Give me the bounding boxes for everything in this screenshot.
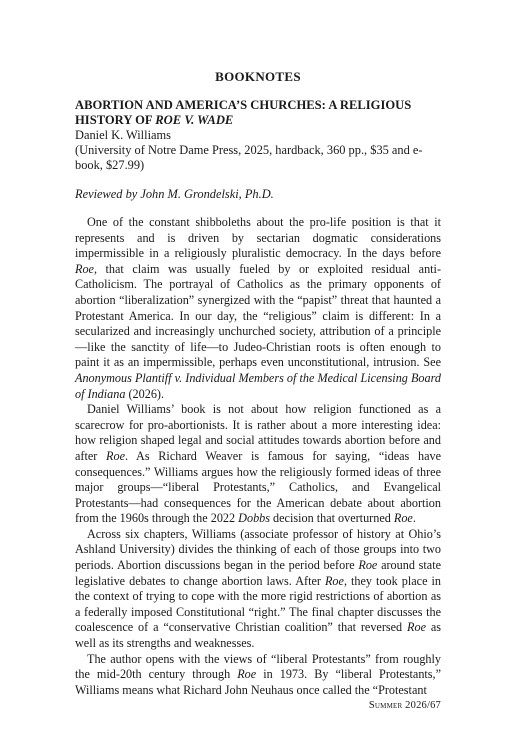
italic-text: Roe [358, 558, 378, 573]
paragraph-text: Daniel Williams’ book is not about how religion functioned as a scarecrow for pro-abortionists. It is rather about a more interesting idea: how religion shaped legal and social attitudes towards abortion before and after [75, 402, 441, 463]
book-title-italic: ROE V. WADE [155, 113, 234, 127]
paragraph-text: around state legislative debates to change abortion laws. After [75, 558, 441, 588]
italic-text: Anonymous Plantiff v. Individual Members of the Medical Licensing Board of Indiana [75, 370, 441, 401]
italic-text: Roe, [75, 261, 97, 276]
page-footer [369, 700, 441, 711]
paragraph-text: One of the constant shibboleths about the pro-life position is that it represents and is driven by sectarian dogmatic considerations impermissible in a religiously pluralistic democracy. In the days before [75, 215, 441, 261]
body-paragraph [75, 652, 441, 699]
paragraph-text: decision that overturned [270, 511, 394, 526]
book-title-main: ABORTION AND AMERICA’S CHURCHES: A RELIGIOUS HISTORY OF [75, 98, 412, 127]
footer-page: 2026/67 [402, 700, 441, 711]
section-title: BOOKNOTES [215, 69, 301, 84]
paragraph-text: in 1973. By “liberal Protestants,” Williams means what Richard John Neuhaus once called the “Protestant [75, 667, 441, 697]
italic-text: Roe [407, 620, 426, 635]
italic-text: Roe [106, 448, 125, 463]
paragraph-text: The author opens with the views of “liberal Protestants” from roughly the mid-20th century through [75, 651, 441, 682]
italic-text: Roe [324, 573, 344, 588]
body-paragraph [75, 215, 441, 402]
footer-season: Summer [368, 700, 403, 711]
italic-text: Roe [237, 667, 257, 682]
body-paragraph [75, 527, 441, 652]
paragraph-text: (2026). [125, 386, 165, 401]
publication-info: (University of Notre Dame Press, 2025, hardback, 360 pp., $35 and e-book, $27.99) [75, 143, 423, 172]
paragraph-text: that claim was usually fueled by or exploited residual anti-Catholicism. The portrayal of Catholics as the primary opponents of abortion “liberalization” synergized with the “papist” threat that haunted a Protestant America. In our day, the “religious” claim is different: In a secularized and increasingly unchurched society, attribution of a principle—like the sanctity of life—to Judeo-Christian roots is often enough to paint it as an impermissible, perhaps even unconstitutional, intrusion. See [75, 261, 441, 370]
italic-text: Dobbs [238, 511, 270, 526]
paragraph-text: . As Richard Weaver is famous for saying, “ideas have consequences.” Williams argues how the religiously formed ideas of three major groups—“liberal Protestants,” Catholics, and Evangelical Protestants—had consequences for the American debate about abortion from the 1960s through the 2022 [75, 448, 441, 526]
paragraph-text: as well as its strengths and weaknesses. [75, 620, 442, 651]
book-author: Daniel K. Williams [75, 128, 171, 142]
paragraph-text: , they took place in the context of trying to cope with the more rigid restrictions of abortion as a federally imposed Constitutional “right.” The final chapter discusses the coalescence of a “conservative Christian coalition” that reversed [75, 573, 441, 635]
book-title [75, 98, 441, 128]
paragraph-text: . [412, 511, 416, 526]
body-paragraph [75, 402, 441, 527]
italic-text: Roe [393, 511, 413, 526]
paragraph-text: Across six chapters, Williams (associate professor of history at Ohio’s Ashland University) divides the thinking of each of those groups into two periods. Abortion discussions began in the period before [75, 526, 441, 573]
review-body [75, 215, 441, 698]
reviewer-line: Reviewed by John M. Grondelski, Ph.D. [75, 187, 274, 201]
